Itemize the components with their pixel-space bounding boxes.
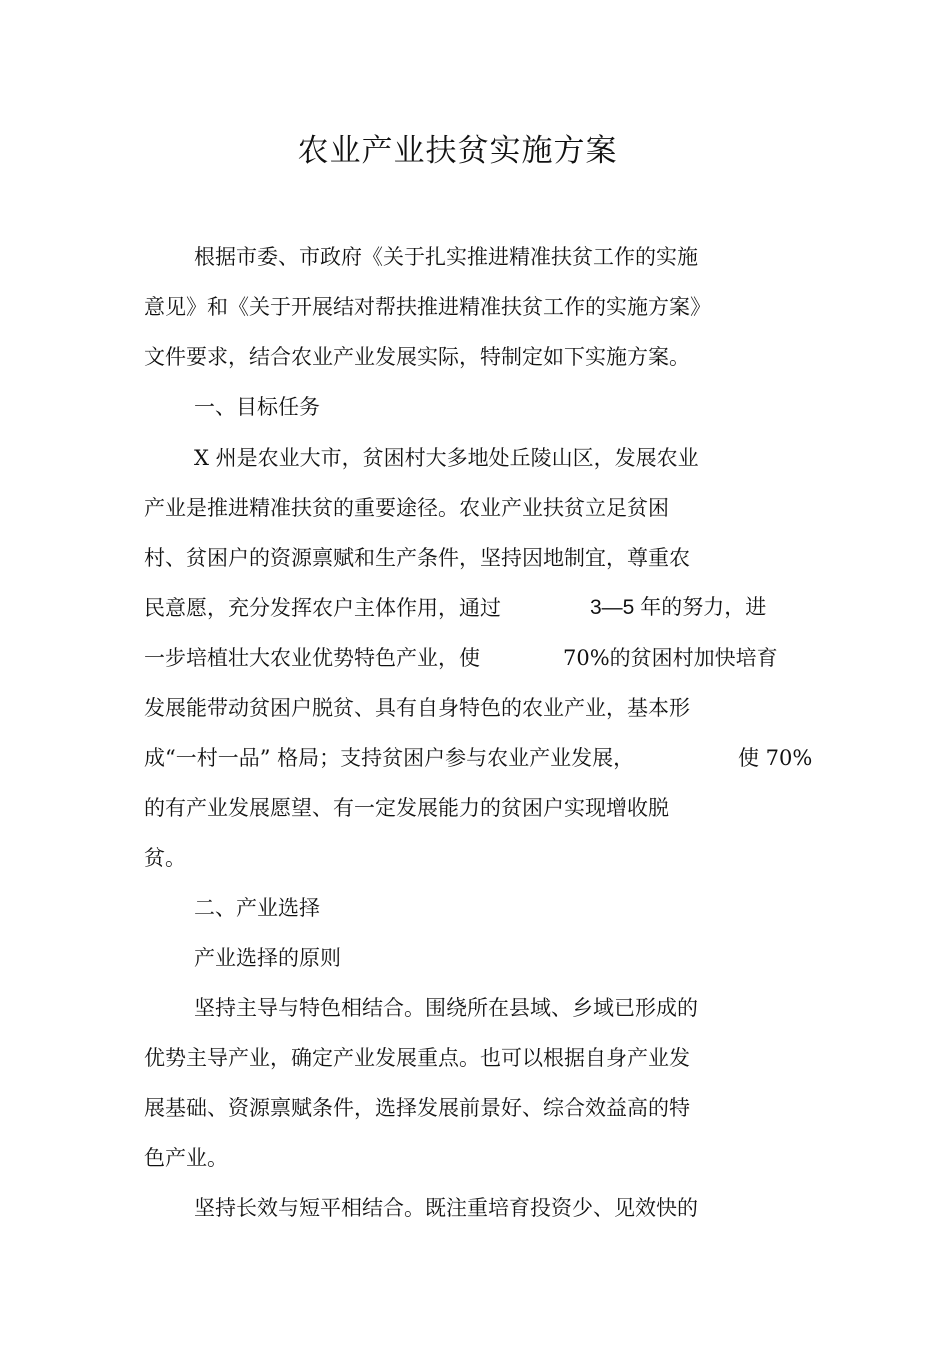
section-heading: 二、产业选择	[194, 896, 320, 920]
section-heading: 一、目标任务	[194, 395, 320, 419]
paragraph-line: 意见》和《关于开展结对帮扶推进精准扶贫工作的实施方案》	[144, 295, 711, 319]
paragraph-line: 民意愿，充分发挥农户主体作用，通过	[144, 596, 501, 620]
paragraph-line: 坚持主导与特色相结合。围绕所在县域、乡域已形成的	[194, 996, 698, 1020]
paragraph-line: X 州是农业大市，贫困村大多地处丘陵山区，发展农业	[194, 446, 699, 470]
paragraph-line: 色产业。	[144, 1146, 228, 1170]
paragraph-line: 展基础、资源禀赋条件，选择发展前景好、综合效益高的特	[144, 1096, 690, 1120]
paragraph-line: 村、贫困户的资源禀赋和生产条件，坚持因地制宜，尊重农	[144, 546, 690, 570]
paragraph-line: 成“一村一品” 格局；支持贫困户参与农业产业发展，	[144, 746, 635, 770]
paragraph-line: 贫。	[144, 846, 186, 870]
paragraph-line: 文件要求，结合农业产业发展实际，特制定如下实施方案。	[144, 345, 690, 369]
paragraph-line: 坚持长效与短平相结合。既注重培育投资少、见效快的	[194, 1196, 698, 1220]
paragraph-line-fragment: 3—5 年的努力，进	[590, 596, 767, 619]
paragraph-line: 根据市委、市政府《关于扎实推进精准扶贫工作的实施	[194, 245, 698, 269]
document-title: 农业产业扶贫实施方案	[297, 133, 618, 169]
paragraph-line: 一步培植壮大农业优势特色产业，使	[144, 646, 480, 670]
paragraph-line-fragment: 使 70%	[738, 746, 813, 770]
paragraph-line: 发展能带动贫困户脱贫、具有自身特色的农业产业，基本形	[144, 696, 690, 720]
paragraph-line: 产业是推进精准扶贫的重要途径。农业产业扶贫立足贫困	[144, 496, 669, 520]
paragraph-line: 优势主导产业，确定产业发展重点。也可以根据自身产业发	[144, 1046, 690, 1070]
paragraph-line-fragment: 70%的贫困村加快培育	[563, 646, 778, 670]
paragraph-line: 的有产业发展愿望、有一定发展能力的贫困户实现增收脱	[144, 796, 669, 820]
subsection-heading: 产业选择的原则	[194, 946, 341, 970]
